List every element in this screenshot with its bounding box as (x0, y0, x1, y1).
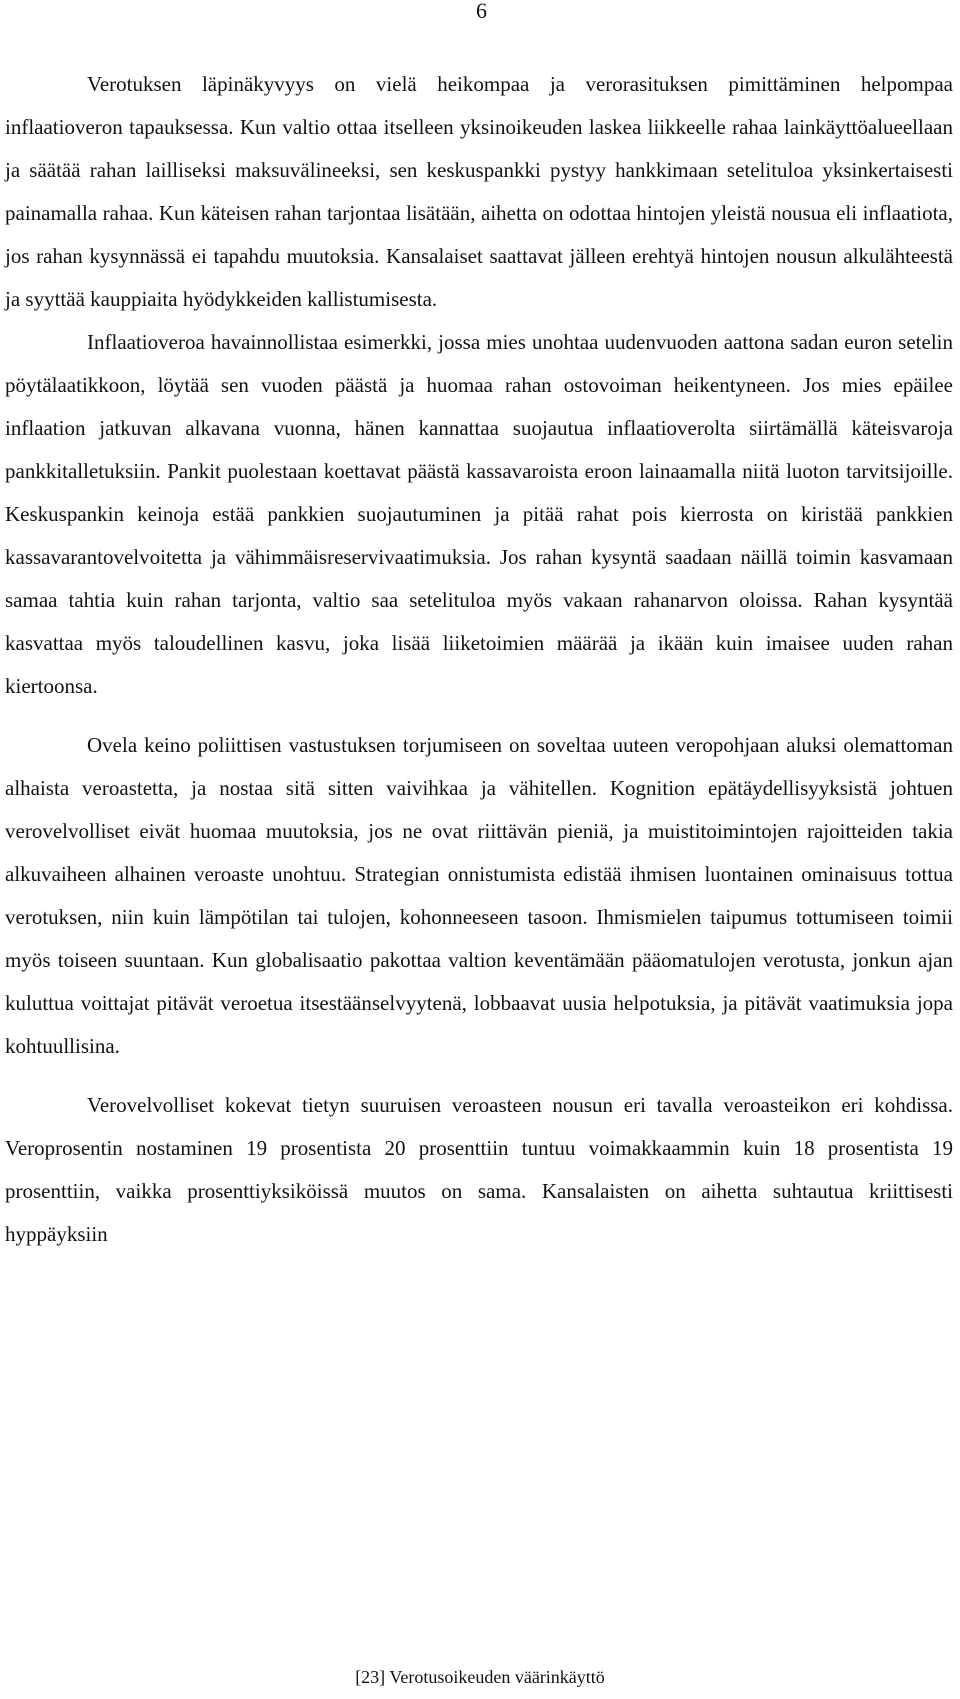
paragraph-tax-rate-perception: Verovelvolliset kokevat tietyn suuruisen veroasteen nousun eri tavalla veroasteikon eri kohdissa. Veroprosentin nostaminen 19 prosentista 20 prosenttiin tuntuu voimakkaammin kuin 18 prosentista 19 prosenttiin, vaikka prosenttiyksiköissä muutos on sama. Kansalaisten on aihetta suhtautua kriittisesti hyppäyksiin (5, 1093, 953, 1246)
paragraph-transparency: Verotuksen läpinäkyvyys on vielä heikompaa ja verorasituksen pimittäminen helpompaa inflaatioveron tapauksessa. Kun valtio ottaa itselleen yksinoikeuden laskea liikkeelle rahaa lainkäyttöalueellaan ja säätää rahan lailliseksi maksuvälineeksi, sen keskuspankki pystyy hankkimaan setelituloa yksinkertaisesti painamalla rahaa. Kun käteisen rahan tarjontaa lisätään, aihetta on odottaa hintojen yleistä nousua eli inflaatiota, jos rahan kysynnässä ei tapahdu muutoksia. Kansalaiset saattavat jälleen erehtyä hintojen nousun alkulähteestä ja syyttää kauppiaita hyödykkeiden kallistumisesta. (5, 72, 953, 311)
body-text (5, 63, 953, 1256)
page-footer: [23] Verotusoikeuden väärinkäyttö (355, 1667, 605, 1687)
paragraph-gradual-tax-strategy: Ovela keino poliittisen vastustuksen torjumiseen on soveltaa uuteen veropohjaan aluksi olemattoman alhaista veroastetta, ja nostaa sitä sitten vaivihkaa ja vähitellen. Kognition epätäydellisyyksistä johtuen verovelvolliset eivät huomaa muutoksia, jos ne ovat riittävän pieniä, ja muistitoimintojen rajoitteiden takia alkuvaiheen alhainen veroaste unohtuu. Strategian onnistumista edistää ihmisen luontainen ominaisuus tottua verotuksen, niin kuin lämpötilan tai tulojen, kohonneeseen tasoon. Ihmismielen taipumus tottumiseen toimii myös toiseen suuntaan. Kun globalisaatio pakottaa valtion keventämään pääomatulojen verotusta, jonkun ajan kuluttua voittajat pitävät veroetua itsestäänselvyytenä, lobbaavat uusia helpotuksia, ja pitävät vaatimuksia jopa kohtuullisina. (5, 733, 953, 1058)
paragraph-inflation-tax-example: Inflaatioveroa havainnollistaa esimerkki, jossa mies unohtaa uudenvuoden aattona sadan euron setelin pöytälaatikkoon, löytää sen vuoden päästä ja huomaa rahan ostovoiman heikentyneen. Jos mies epäilee inflaation jatkuvan alkavana vuonna, hänen kannattaa suojautua inflaatioverolta siirtämällä käteisvaroja pankkitalletuksiin. Pankit puolestaan koettavat päästä kassavaroista eroon lainaamalla niitä luoton tarvitsijoille. Keskuspankin keinoja estää pankkien suojautuminen ja pitää rahat pois kierrosta on kiristää pankkien kassavarantovelvoitetta ja vähimmäisreservivaatimuksia. Jos rahan kysyntä saadaan näillä toimin kasvamaan samaa tahtia kuin rahan tarjonta, valtio saa setelituloa myös vakaan rahanarvon oloissa. Rahan kysyntää kasvattaa myös taloudellinen kasvu, joka lisää liiketoimien määrää ja ikään kuin imaisee uuden rahan kiertoonsa. (5, 330, 953, 698)
page-number: 6 (476, 0, 487, 23)
